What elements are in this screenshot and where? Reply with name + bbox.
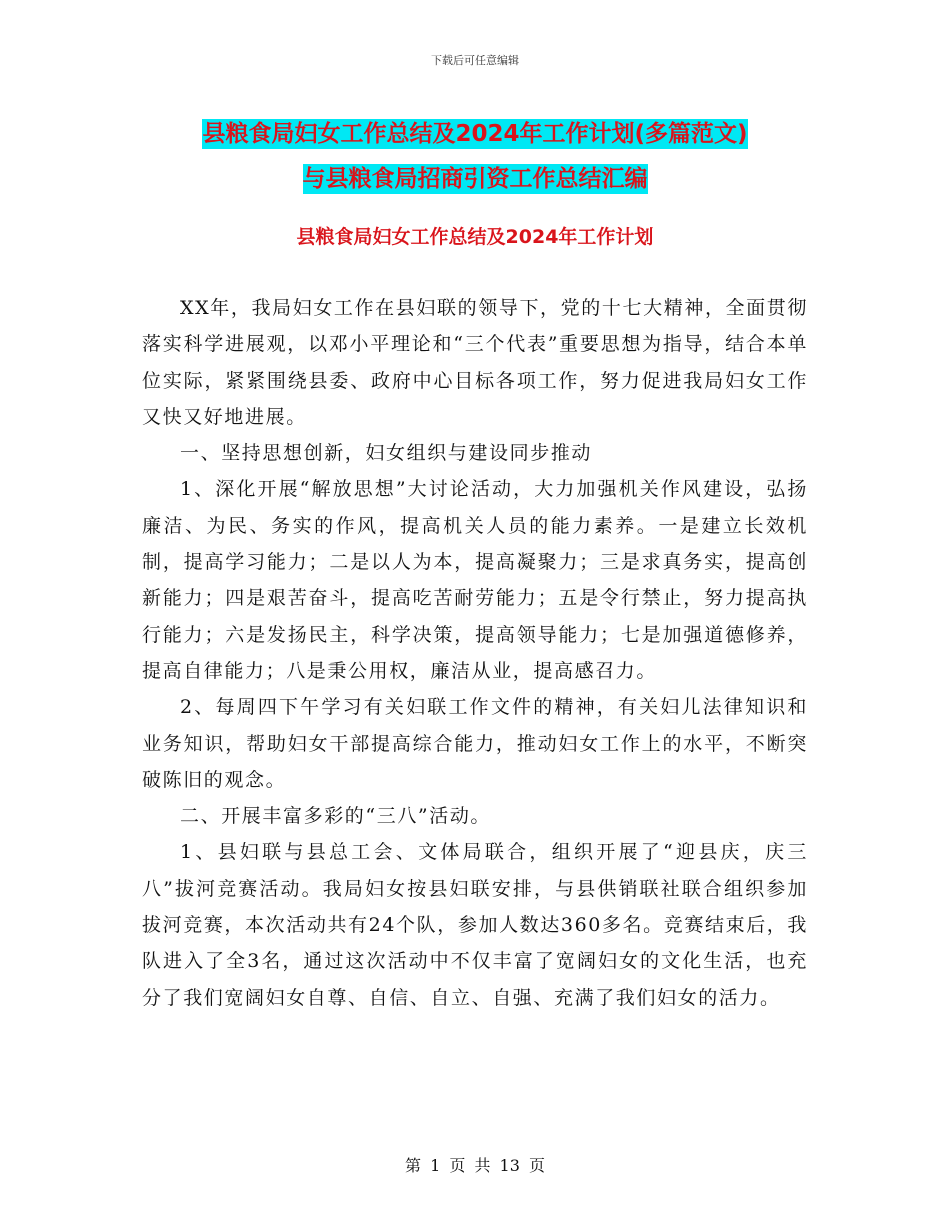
main-title-line-1: 县粮食局妇女工作总结及2024年工作计划(多篇范文) xyxy=(202,121,748,147)
paragraph-item-2-1: 1、县妇联与县总工会、文体局联合，组织开展了“迎县庆，庆三八”拔河竞赛活动。我局妇女按县妇联安排，与县供销联社联合组织参加拔河竞赛，本次活动共有24个队，参加人数达360多名。竞赛结束后，我队进入了全3名，通过这次活动中不仅丰富了宽阔妇女的文化生活，也充分了我们宽阔妇女自尊、自信、自立、自强、充满了我们妇女的活力。 xyxy=(142,841,808,1009)
paragraph-intro: XX年，我局妇女工作在县妇联的领导下，党的十七大精神，全面贯彻落实科学进展观，以邓小平理论和“三个代表”重要思想为指导，结合本单位实际，紧紧围绕县委、政府中心目标各项工作，努力促进我局妇女工作又快又好地进展。 xyxy=(142,297,808,428)
main-title-line-2: 与县粮食局招商引资工作总结汇编 xyxy=(302,166,648,192)
paragraph-heading-2: 二、开展丰富多彩的“三八”活动。 xyxy=(180,805,492,828)
paragraph-heading-1: 一、坚持思想创新，妇女组织与建设同步推动 xyxy=(180,442,593,465)
paragraph-item-1-1: 1、深化开展“解放思想”大讨论活动，大力加强机关作风建设，弘扬廉洁、为民、务实的作风，提高机关人员的能力素养。一是建立长效机制，提高学习能力；二是以人为本，提高凝聚力；三是求真务实，提高创新能力；四是艰苦奋斗，提高吃苦耐劳能力；五是令行禁止，努力提高执行能力；六是发扬民主，科学决策，提高领导能力；七是加强道德修养，提高自律能力；八是秉公用权，廉洁从业，提高感召力。 xyxy=(142,478,808,682)
main-title xyxy=(140,112,810,202)
body-text xyxy=(142,290,808,1016)
paragraph-item-1-2: 2、每周四下午学习有关妇联工作文件的精神，有关妇儿法律知识和业务知识，帮助妇女干部提高综合能力，推动妇女工作上的水平，不断突破陈旧的观念。 xyxy=(142,696,808,791)
page-number: 第 1 页 共 13 页 xyxy=(405,1156,545,1175)
section-title: 县粮食局妇女工作总结及2024年工作计划 xyxy=(296,226,654,248)
download-note: 下载后可任意编辑 xyxy=(431,54,519,67)
